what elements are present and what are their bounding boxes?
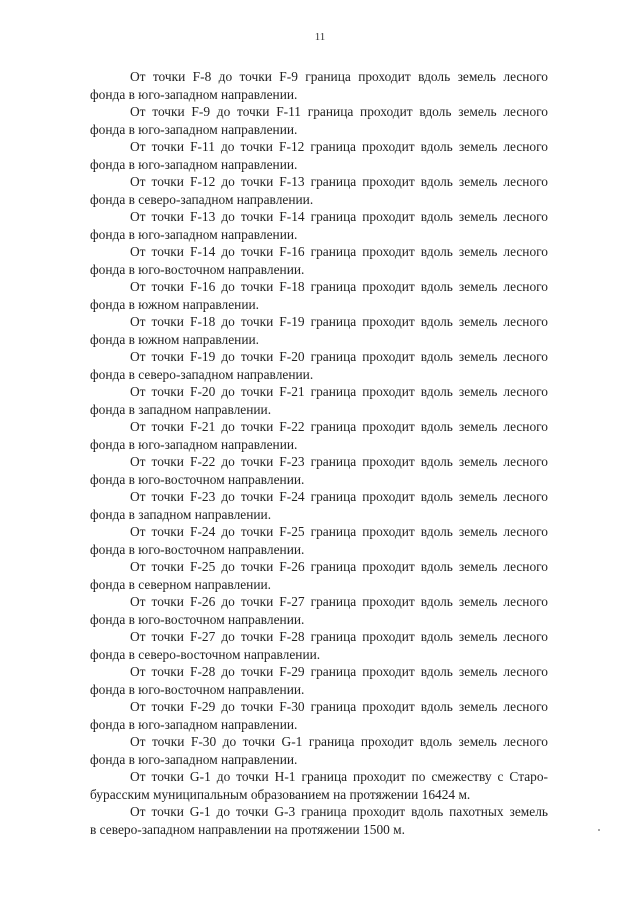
paragraph-line: фонда в западном направлении. xyxy=(90,401,272,417)
paragraph xyxy=(90,383,548,418)
scan-speck xyxy=(598,829,600,831)
paragraph xyxy=(90,208,548,243)
paragraph xyxy=(90,138,548,173)
paragraph-line: От точки F-22 до точки F-23 граница проходит вдоль земель лесного xyxy=(130,454,548,469)
paragraph-line: фонда в юго-восточном направлении. xyxy=(90,261,305,277)
paragraph xyxy=(90,488,548,523)
paragraph-line: фонда в юго-восточном направлении. xyxy=(90,681,305,697)
paragraph xyxy=(90,768,548,803)
paragraph xyxy=(90,453,548,488)
paragraph xyxy=(90,243,548,278)
paragraph-line: фонда в юго-восточном направлении. xyxy=(90,471,305,487)
paragraph xyxy=(90,628,548,663)
paragraph-line: От точки G-1 до точки G-3 граница проходит вдоль пахотных земель xyxy=(130,804,548,819)
paragraph xyxy=(90,523,548,558)
paragraph-line: фонда в юго-западном направлении. xyxy=(90,156,298,172)
paragraph xyxy=(90,803,548,838)
paragraph-line: От точки F-27 до точки F-28 граница проходит вдоль земель лесного xyxy=(130,629,548,644)
paragraph-line: От точки F-9 до точки F-11 граница проходит вдоль земель лесного xyxy=(130,104,548,119)
paragraph-line: От точки F-18 до точки F-19 граница проходит вдоль земель лесного xyxy=(130,314,548,329)
paragraph-line: От точки F-21 до точки F-22 граница проходит вдоль земель лесного xyxy=(130,419,548,434)
paragraph-line: в северо-западном направлении на протяжении 1500 м. xyxy=(90,821,406,837)
paragraph-line: бурасским муниципальным образованием на протяжении 16424 м. xyxy=(90,786,471,802)
paragraph-line: От точки F-20 до точки F-21 граница проходит вдоль земель лесного xyxy=(130,384,548,399)
paragraph-line: От точки F-23 до точки F-24 граница проходит вдоль земель лесного xyxy=(130,489,548,504)
paragraph-line: фонда в южном направлении. xyxy=(90,331,260,347)
paragraph xyxy=(90,733,548,768)
paragraph-line: От точки F-14 до точки F-16 граница проходит вдоль земель лесного xyxy=(130,244,548,259)
paragraph xyxy=(90,278,548,313)
paragraph-line: фонда в северо-восточном направлении. xyxy=(90,646,321,662)
paragraph-line: фонда в северо-западном направлении. xyxy=(90,366,314,382)
paragraph-line: фонда в южном направлении. xyxy=(90,296,260,312)
paragraph xyxy=(90,348,548,383)
paragraph-line: От точки F-26 до точки F-27 граница проходит вдоль земель лесного xyxy=(130,594,548,609)
paragraph-line: фонда в юго-западном направлении. xyxy=(90,716,298,732)
paragraph-line: От точки G-1 до точки H-1 граница проходит по смежеству с Старо- xyxy=(130,769,548,784)
paragraph-line: От точки F-11 до точки F-12 граница проходит вдоль земель лесного xyxy=(130,139,548,154)
paragraph-line: От точки F-19 до точки F-20 граница проходит вдоль земель лесного xyxy=(130,349,548,364)
paragraph-line: фонда в северо-западном направлении. xyxy=(90,191,314,207)
paragraph xyxy=(90,173,548,208)
paragraph-line: От точки F-29 до точки F-30 граница проходит вдоль земель лесного xyxy=(130,699,548,714)
paragraph-line: От точки F-24 до точки F-25 граница проходит вдоль земель лесного xyxy=(130,524,548,539)
paragraph xyxy=(90,418,548,453)
paragraph-line: От точки F-12 до точки F-13 граница проходит вдоль земель лесного xyxy=(130,174,548,189)
paragraph xyxy=(90,558,548,593)
paragraph-line: фонда в юго-западном направлении. xyxy=(90,751,298,767)
paragraph-line: От точки F-25 до точки F-26 граница проходит вдоль земель лесного xyxy=(130,559,548,574)
paragraph-line: фонда в юго-западном направлении. xyxy=(90,226,298,242)
paragraph xyxy=(90,68,548,103)
paragraph-line: От точки F-13 до точки F-14 граница проходит вдоль земель лесного xyxy=(130,209,548,224)
paragraph-line: фонда в юго-западном направлении. xyxy=(90,436,298,452)
document-body xyxy=(90,68,548,838)
paragraph-line: От точки F-16 до точки F-18 граница проходит вдоль земель лесного xyxy=(130,279,548,294)
paragraph-line: фонда в северном направлении. xyxy=(90,576,272,592)
page-number: 11 xyxy=(314,31,326,43)
paragraph-line: фонда в юго-западном направлении. xyxy=(90,86,298,102)
paragraph-line: От точки F-8 до точки F-9 граница проходит вдоль земель лесного xyxy=(130,69,548,84)
paragraph-line: фонда в юго-восточном направлении. xyxy=(90,611,305,627)
paragraph-line: От точки F-30 до точки G-1 граница проходит вдоль земель лесного xyxy=(130,734,548,749)
paragraph xyxy=(90,663,548,698)
paragraph-line: фонда в западном направлении. xyxy=(90,506,272,522)
paragraph-line: фонда в юго-восточном направлении. xyxy=(90,541,305,557)
paragraph xyxy=(90,698,548,733)
paragraph xyxy=(90,313,548,348)
paragraph xyxy=(90,593,548,628)
paragraph xyxy=(90,103,548,138)
paragraph-line: От точки F-28 до точки F-29 граница проходит вдоль земель лесного xyxy=(130,664,548,679)
paragraph-line: фонда в юго-западном направлении. xyxy=(90,121,298,137)
